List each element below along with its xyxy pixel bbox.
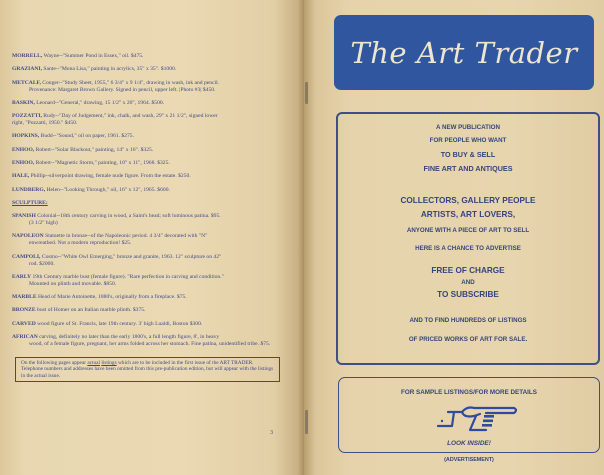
listing-entry: POZZATTI, Rudy--"Day of Judgement," ink, chalk, and wash, 29" x 21 1/2", signed lower right, "Pozzatti, 1950." $450. — [12, 113, 218, 127]
ad-line: AND TO FIND HUNDREDS OF LISTINGS — [409, 317, 527, 324]
ad-line: FINE ART AND ANTIQUES — [423, 164, 513, 173]
pre-publication-notice: On the following pages appear actual listings which are to be included in the first issue of the ART TRADER. Telephone numbers and addresses have been omitted from this pre-publication edition, but will appear with the listings in the actual issue. — [15, 357, 280, 382]
listing-entry: METCALF, Conger--"Study Sheet, 1955," 6 3/4" x 9 1/4", drawing in wash, ink and pencil. Provenance: Margaret Brown Gallery. Signed in pencil, upper left. |Photo #3| $450. — [12, 79, 220, 93]
sample-listings-box — [338, 377, 600, 453]
sculpture-entry: NAPOLEON Statuette in bronze--of the Napoleonic period. 4 3/4" decorated with "N" enwreathed. Not a modern reproduction! $25. — [12, 233, 208, 247]
sculpture-entry: AFRICAN carving, definitely no later than the early 1800's, a full length figure, 8', in heavy wood, of a female figure, pregnant, her arms folded across her stomach. Fine patina, unidentified tribe. $75. — [12, 334, 271, 348]
staple-top — [305, 82, 308, 104]
sculpture-entry: EARLY 19th Century marble bust (female figure). "Rare perfection in carving and condition." Mounted on plinth and movable. $850. — [12, 273, 224, 287]
look-inside-text: LOOK INSIDE! — [447, 440, 491, 447]
listing-entry: MORRELL, Wayne--"Summer Pond in Essex," oil. $475. — [12, 53, 144, 59]
ad-line: A NEW PUBLICATION — [436, 124, 500, 131]
listing-entry: HOPKINS, Budd--"Sound," oil on paper, 1961. $275. — [12, 133, 134, 140]
staple-bottom — [305, 410, 308, 434]
listing-entry: BASKIN, Leonard--"General," drawing, 15 1/2" x 20", 1964. $500. — [12, 99, 165, 106]
title-banner — [334, 15, 594, 90]
listing-entry: GRAZIANI, Sante--"Mona Lisa," painting in acrylics, 35" x 35". $1000. — [12, 66, 177, 73]
sculpture-entry: CARVED wood figure of St. Francis, late 19th century. 3' high Lualdi, Boston $300. — [12, 320, 203, 327]
sculpture-entry: SPANISH Colonial--18th century carving in wood, a Saint's head; soft luminous patina. $95. (3 1/2" high) — [12, 212, 221, 226]
ad-line: FREE OF CHARGE — [431, 266, 505, 275]
sculpture-entry: MARBLE Head of Marie Antoinette, 1880's, originally from a fireplace. $75. — [12, 294, 187, 301]
listing-entry: ENHOO, Robert--"Solar Blackout," painting, 14" x 16". $325. — [12, 146, 154, 153]
cta-heading: FOR SAMPLE LISTINGS/FOR MORE DETAILS — [401, 389, 537, 396]
sculpture-entry: CAMPOLI, Cosmo--"White Owl Emerging," bronze and granite, 1963. 12" sculpture on 42" rod. $2000. — [12, 253, 222, 267]
advertisement-label: (ADVERTISEMENT) — [444, 457, 494, 463]
ad-line: AND — [461, 279, 475, 286]
ad-line: HERE IS A CHANCE TO ADVERTISE — [415, 245, 521, 252]
publication-title: The Art Trader — [350, 35, 578, 70]
advertisement-box — [336, 112, 600, 365]
sculpture-entry: BRONZE bust of Homer on an Italian marble plinth. $375. — [12, 307, 146, 314]
ad-line: COLLECTORS, GALLERY PEOPLE — [400, 196, 536, 205]
page-number: 3 — [270, 430, 273, 436]
ad-line: ARTISTS, ART LOVERS, — [420, 210, 516, 219]
ad-line: OF PRICED WORKS OF ART FOR SALE. — [408, 336, 528, 343]
sculpture-heading: SCULPTURE: — [12, 199, 48, 206]
listing-entry: LUNDBERG, Helen--"Looking Through," oil, 16" x 12", 1965. $600. — [12, 186, 170, 193]
ad-line: TO BUY & SELL — [440, 150, 496, 159]
ad-line: ANYONE WITH A PIECE OF ART TO SELL — [406, 227, 530, 234]
listing-entry: ENHOO, Robert--"Magnetic Storm," painting, 10" x 11", 1968. $325. — [12, 160, 170, 167]
listings-column — [12, 53, 284, 354]
ad-line: FOR PEOPLE WHO WANT — [429, 137, 507, 144]
ad-line: TO SUBSCRIBE — [437, 290, 499, 299]
listing-entry: HALE, Phillip--silverpoint drawing, female nude figure. From the estate. $250. — [12, 173, 191, 180]
pointing-hand-icon — [434, 404, 520, 434]
